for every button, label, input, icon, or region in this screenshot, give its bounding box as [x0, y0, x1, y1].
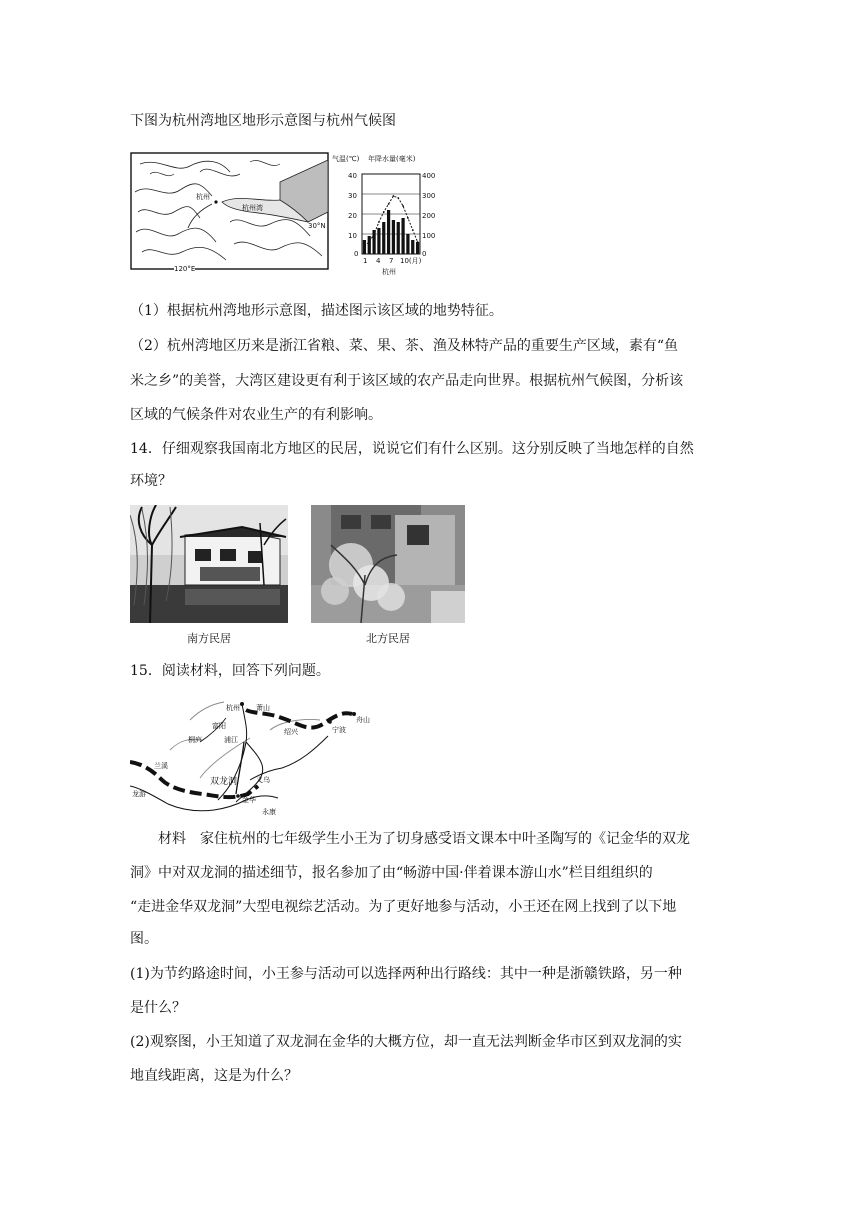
route-label-xiaoshan: 萧山: [256, 704, 270, 712]
route-label-fuyang: 富阳: [212, 722, 226, 730]
precip-bar: [382, 222, 385, 254]
climate-precip-title: 年降水量(毫米): [368, 155, 416, 163]
q13-part2-line3: 区域的气候条件对农业生产的有利影响。: [130, 407, 382, 423]
terrain-map-figure: [130, 152, 329, 274]
temperature-point: [368, 241, 370, 243]
q15-part1-line2: 是什么？: [130, 1000, 186, 1016]
intro-text: 下图为杭州湾地区地形示意图与杭州气候图: [130, 113, 396, 129]
temperature-point: [388, 203, 390, 205]
route-label-pujiang: 浦江: [224, 736, 238, 744]
climate-chart: [330, 150, 436, 278]
temp-tick-0: 0: [354, 250, 359, 258]
q13-part1: （1）根据杭州湾地形示意图，描述图示该区域的地势特征。: [130, 303, 503, 319]
temp-tick-40: 40: [348, 172, 357, 180]
precip-bar: [411, 240, 414, 254]
q15-heading: 15．阅读材料，回答下列问题。: [130, 663, 330, 679]
q14-line1: 14．仔细观察我国南北方地区的民居，说说它们有什么区别。这分别反映了当地怎样的自然: [130, 441, 694, 457]
route-label-tonglu: 桐庐: [188, 736, 202, 744]
precip-bar: [387, 210, 390, 254]
route-label-ningbo: 宁波: [332, 726, 346, 734]
precip-tick-200: 200: [422, 212, 436, 220]
precip-bar: [416, 242, 419, 254]
map-label-bay: 杭州湾: [242, 204, 263, 212]
month-tick-10: 10(月): [400, 257, 422, 265]
precip-tick-400: 400: [422, 172, 436, 180]
temperature-point: [397, 197, 399, 199]
route-label-zhoushan: 舟山: [356, 716, 370, 724]
material-line2: 洞》中对双龙洞的描述细节，报名参加了由“畅游中国·伴着课本游山水”栏目组组织的: [130, 865, 653, 881]
precip-tick-100: 100: [422, 232, 436, 240]
temperature-point: [373, 233, 375, 235]
temperature-point: [407, 217, 409, 219]
q14-line2: 环境？: [130, 473, 172, 489]
map-label-latitude: 30°N: [308, 222, 326, 230]
q15-part2-line1: (2)观察图，小王知道了双龙洞在金华的大概方位，却一直无法判断金华市区到双龙洞的实: [130, 1034, 682, 1050]
month-tick-1: 1: [363, 257, 368, 265]
precip-bar: [406, 234, 409, 254]
temperature-point: [402, 205, 404, 207]
temp-tick-10: 10: [348, 232, 357, 240]
climate-city-label: 杭州: [382, 268, 396, 276]
material-line4: 图。: [130, 931, 158, 947]
q13-part2-line1: （2）杭州湾地区历来是浙江省粮、菜、果、茶、渔及林特产品的重要生产区域，素有“鱼: [130, 338, 679, 354]
route-label-longyou: 龙游: [132, 790, 146, 798]
month-tick-7: 7: [389, 257, 394, 265]
temperature-point: [412, 229, 414, 231]
south-residence-photo: [130, 505, 288, 623]
route-label-shuanglongdong: 双龙洞: [210, 777, 238, 787]
route-label-lanxi: 兰溪: [154, 762, 168, 770]
temperature-point: [364, 245, 366, 247]
route-label-jinhua: 金华: [242, 796, 256, 804]
temperature-point: [393, 195, 395, 197]
route-label-hangzhou: 杭州: [226, 704, 240, 712]
precip-bar: [368, 236, 371, 254]
month-tick-4: 4: [376, 257, 381, 265]
climate-temp-title: 气温(℃): [332, 155, 360, 163]
q15-part1-line1: (1)为节约路途时间，小王参与活动可以选择两种出行路线：其中一种是浙赣铁路，另一种: [130, 966, 682, 982]
south-residence-caption: 南方民居: [187, 632, 231, 645]
precip-bar: [397, 222, 400, 254]
q15-part2-line2: 地直线距离，这是为什么？: [130, 1068, 298, 1084]
precip-bar: [392, 220, 395, 254]
temp-tick-20: 20: [348, 212, 357, 220]
precip-bar: [401, 218, 404, 254]
q13-part2-line2: 米之乡”的美誉，大湾区建设更有利于该区域的农产品走向世界。根据杭州气候图，分析该: [130, 373, 684, 389]
precip-bar: [363, 240, 366, 254]
material-line3: “走进金华双龙洞”大型电视综艺活动。为了更好地参与活动，小王还在网上找到了以下地: [130, 899, 677, 915]
material-line1: 材料 家住杭州的七年级学生小王为了切身感受语文课本中叶圣陶写的《记金华的双龙: [158, 831, 690, 847]
map-label-hangzhou: 杭州: [196, 193, 210, 201]
temp-tick-30: 30: [348, 192, 357, 200]
temperature-point: [383, 211, 385, 213]
route-map-figure: [130, 690, 374, 818]
precip-bar: [377, 228, 380, 254]
precip-tick-0: 0: [422, 250, 427, 258]
map-label-longitude: 120°E: [174, 265, 196, 273]
route-label-yiwu: 义乌: [256, 776, 270, 784]
temperature-point: [417, 241, 419, 243]
temperature-point: [378, 221, 380, 223]
north-residence-photo: [311, 505, 465, 623]
route-label-yongkang: 永康: [262, 808, 276, 816]
north-residence-caption: 北方民居: [366, 632, 410, 645]
route-label-shaoxing: 绍兴: [284, 728, 298, 736]
precip-tick-300: 300: [422, 192, 436, 200]
